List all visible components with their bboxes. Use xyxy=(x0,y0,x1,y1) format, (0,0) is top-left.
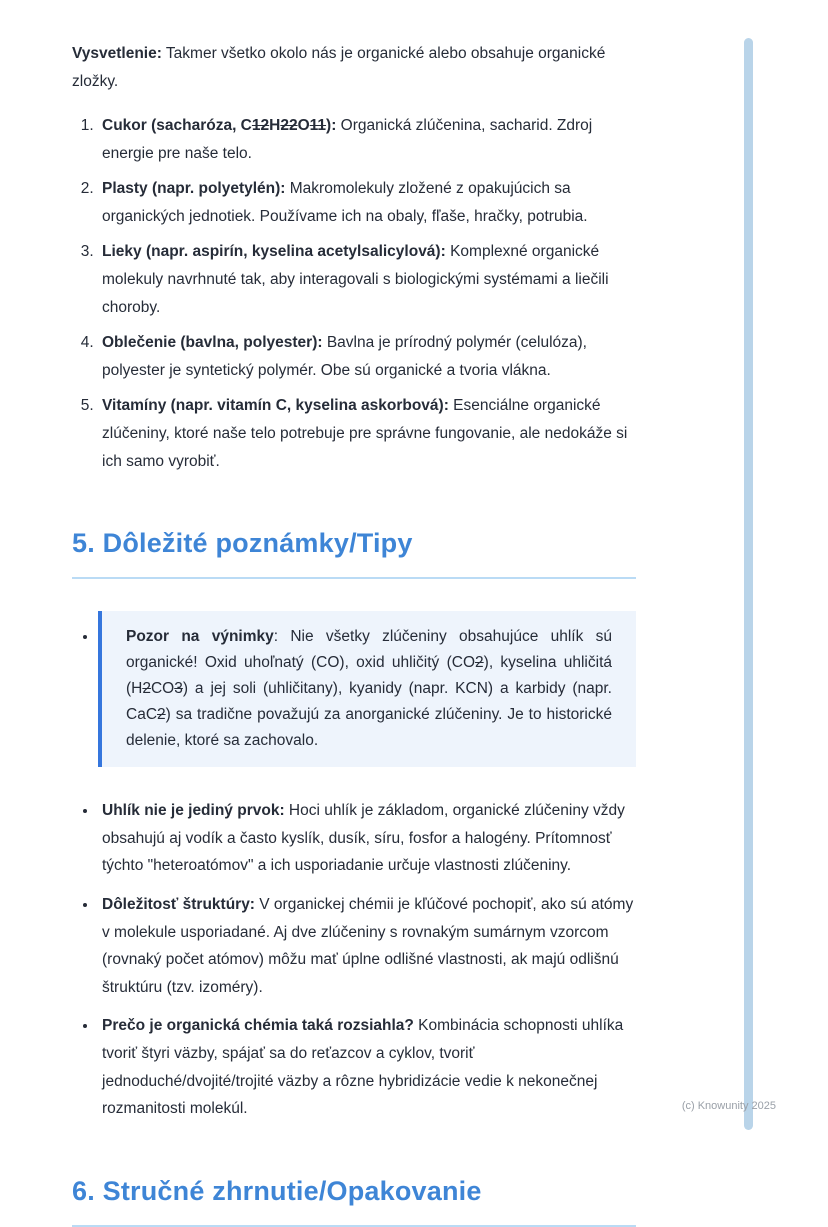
list-item-text: Cukor (sacharóza, C12H22O11): Organická zlúčenina, sacharid. Zdroj energie pre naše telo. xyxy=(102,117,593,162)
list-item-text: Vitamíny (napr. vitamín C, kyselina askorbová): Esenciálne organické zlúčeniny, ktoré naše telo potrebuje pre správne fungovanie, ale nedokáže si ich samo vyrobiť. xyxy=(102,397,628,470)
callout-list xyxy=(72,611,636,767)
bullet-item-text: Dôležitosť štruktúry: V organickej chémii je kľúčové pochopiť, ako sú atómy v molekule usporiadané. Aj dve zlúčeniny s rovnakým sumárnym vzorcom (rovnaký počet atómov) môžu mať úplne odlišné vlastnosti, ak majú odlišnú štruktúru (tzv. izoméry). xyxy=(102,896,634,996)
bullet-item-scope xyxy=(98,1012,636,1122)
list-item-vitamins xyxy=(98,392,636,475)
intro-paragraph: Vysvetlenie: Takmer všetko okolo nás je organické alebo obsahuje organické zložky. xyxy=(72,45,606,90)
section-divider xyxy=(72,1225,636,1227)
bullet-item-structure xyxy=(98,891,636,1001)
section-heading-notes: 5. Dôležité poznámky/Tipy xyxy=(72,528,413,559)
section-divider xyxy=(72,577,636,579)
list-item-text: Lieky (napr. aspirín, kyselina acetylsalicylová): Komplexné organické molekuly navrhnuté tak, aby interagovali s biologickými systémami a liečili choroby. xyxy=(102,243,609,316)
document-content xyxy=(72,40,636,1227)
list-item-medicines xyxy=(98,238,636,321)
scrollbar-thumb[interactable] xyxy=(744,38,753,1130)
notes-bullet-list xyxy=(72,797,636,1122)
list-item-plastics xyxy=(98,175,636,230)
list-item-text: Oblečenie (bavlna, polyester): Bavlna je prírodný polymér (celulóza), polyester je syntetický polymér. Obe sú organické a tvoria vlákna. xyxy=(102,334,587,379)
list-item-text: Plasty (napr. polyetylén): Makromolekuly zložené z opakujúcich sa organických jednotiek. Používame ich na obaly, fľaše, hračky, potrubia. xyxy=(102,180,588,225)
section-heading-summary: 6. Stručné zhrnutie/Opakovanie xyxy=(72,1175,482,1206)
callout-list-item xyxy=(98,611,636,767)
bullet-item-carbon xyxy=(98,797,636,880)
list-item-clothing xyxy=(98,329,636,384)
footer-credit: (c) Knowunity 2025 xyxy=(681,1100,776,1112)
list-item-sugar xyxy=(98,112,636,167)
bullet-item-text: Uhlík nie je jediný prvok: Hoci uhlík je základom, organické zlúčeniny vždy obsahujú aj vodík a často kyslík, dusík, síru, fosfor a halogény. Prítomnosť týchto "heteroatómov" a ich usporiadanie určuje vlastnosti zlúčeniny. xyxy=(102,802,625,875)
callout-note xyxy=(98,611,636,767)
examples-numbered-list xyxy=(72,112,636,475)
bullet-item-text: Prečo je organická chémia taká rozsiahla? Kombinácia schopnosti uhlíka tvoriť štyri väzby, spájať sa do reťazcov a cyklov, tvoriť jednoduché/dvojité/trojité väzby a rôzne hybridizácie vedie k nekonečnej rozmanitosti molekúl. xyxy=(102,1017,624,1118)
callout-text: Pozor na výnimky: Nie všetky zlúčeniny obsahujúce uhlík sú organické! Oxid uhoľnatý (CO), oxid uhličitý (CO2), kyselina uhličitá (H2CO3) a jej soli (uhličitany), kyanidy (napr. KCN) a karbidy (napr. CaC2) sa tradične považujú za anorganické zlúčeniny. Je to historické delenie, ktoré sa zachovalo. xyxy=(126,628,612,750)
